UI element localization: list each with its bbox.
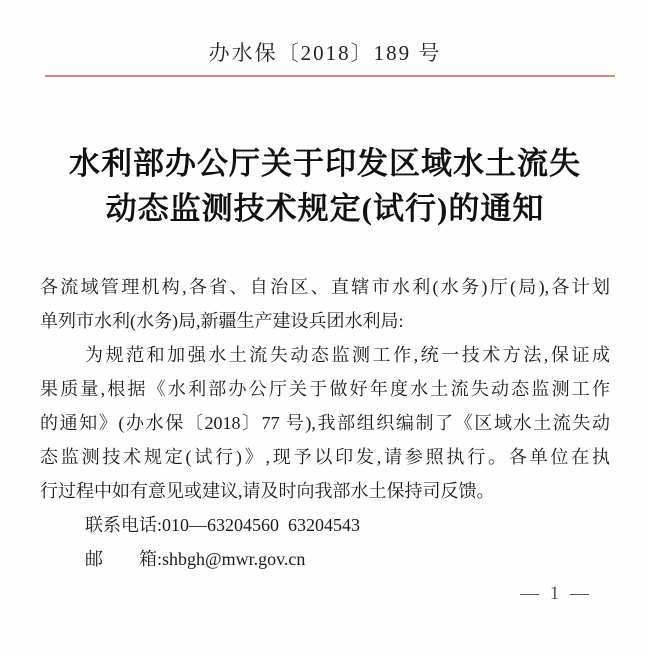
header-divider xyxy=(45,75,615,77)
title-line-2: 动态监测技术规定(试行)的通知 xyxy=(105,191,545,226)
document-title xyxy=(0,141,650,231)
paragraph-line: 态监测技术规定(试行)》,现予以印发,请参照执行。各单位在执 xyxy=(40,447,610,467)
salutation-line: 各流域管理机构,各省、自治区、直辖市水利(水务)厅(局),各计划 xyxy=(40,277,610,297)
paragraph-line: 行过程中如有意见或建议,请及时向我部水土保持司反馈。 xyxy=(40,481,495,501)
paragraph-line: 为规范和加强水土流失动态监测工作,统一技术方法,保证成 xyxy=(85,345,610,365)
contact-email: 邮 箱:shbgh@mwr.gov.cn xyxy=(85,549,306,569)
contact-phone: 联系电话:010—63204560 63204543 xyxy=(85,515,361,535)
doc-number: 办水保〔2018〕189 号 xyxy=(208,41,442,65)
salutation-line: 单列市水利(水务)局,新疆生产建设兵团水利局: xyxy=(40,311,404,331)
page-number: — 1 — xyxy=(520,583,592,604)
paragraph-line: 果质量,根据《水利部办公厅关于做好年度水土流失动态监测工作 xyxy=(40,379,610,399)
title-line-1: 水利部办公厅关于印发区域水土流失 xyxy=(69,146,581,181)
paragraph-line: 的通知》(办水保〔2018〕77 号),我部组织编制了《区域水土流失动 xyxy=(40,413,610,433)
document-body xyxy=(40,270,610,576)
